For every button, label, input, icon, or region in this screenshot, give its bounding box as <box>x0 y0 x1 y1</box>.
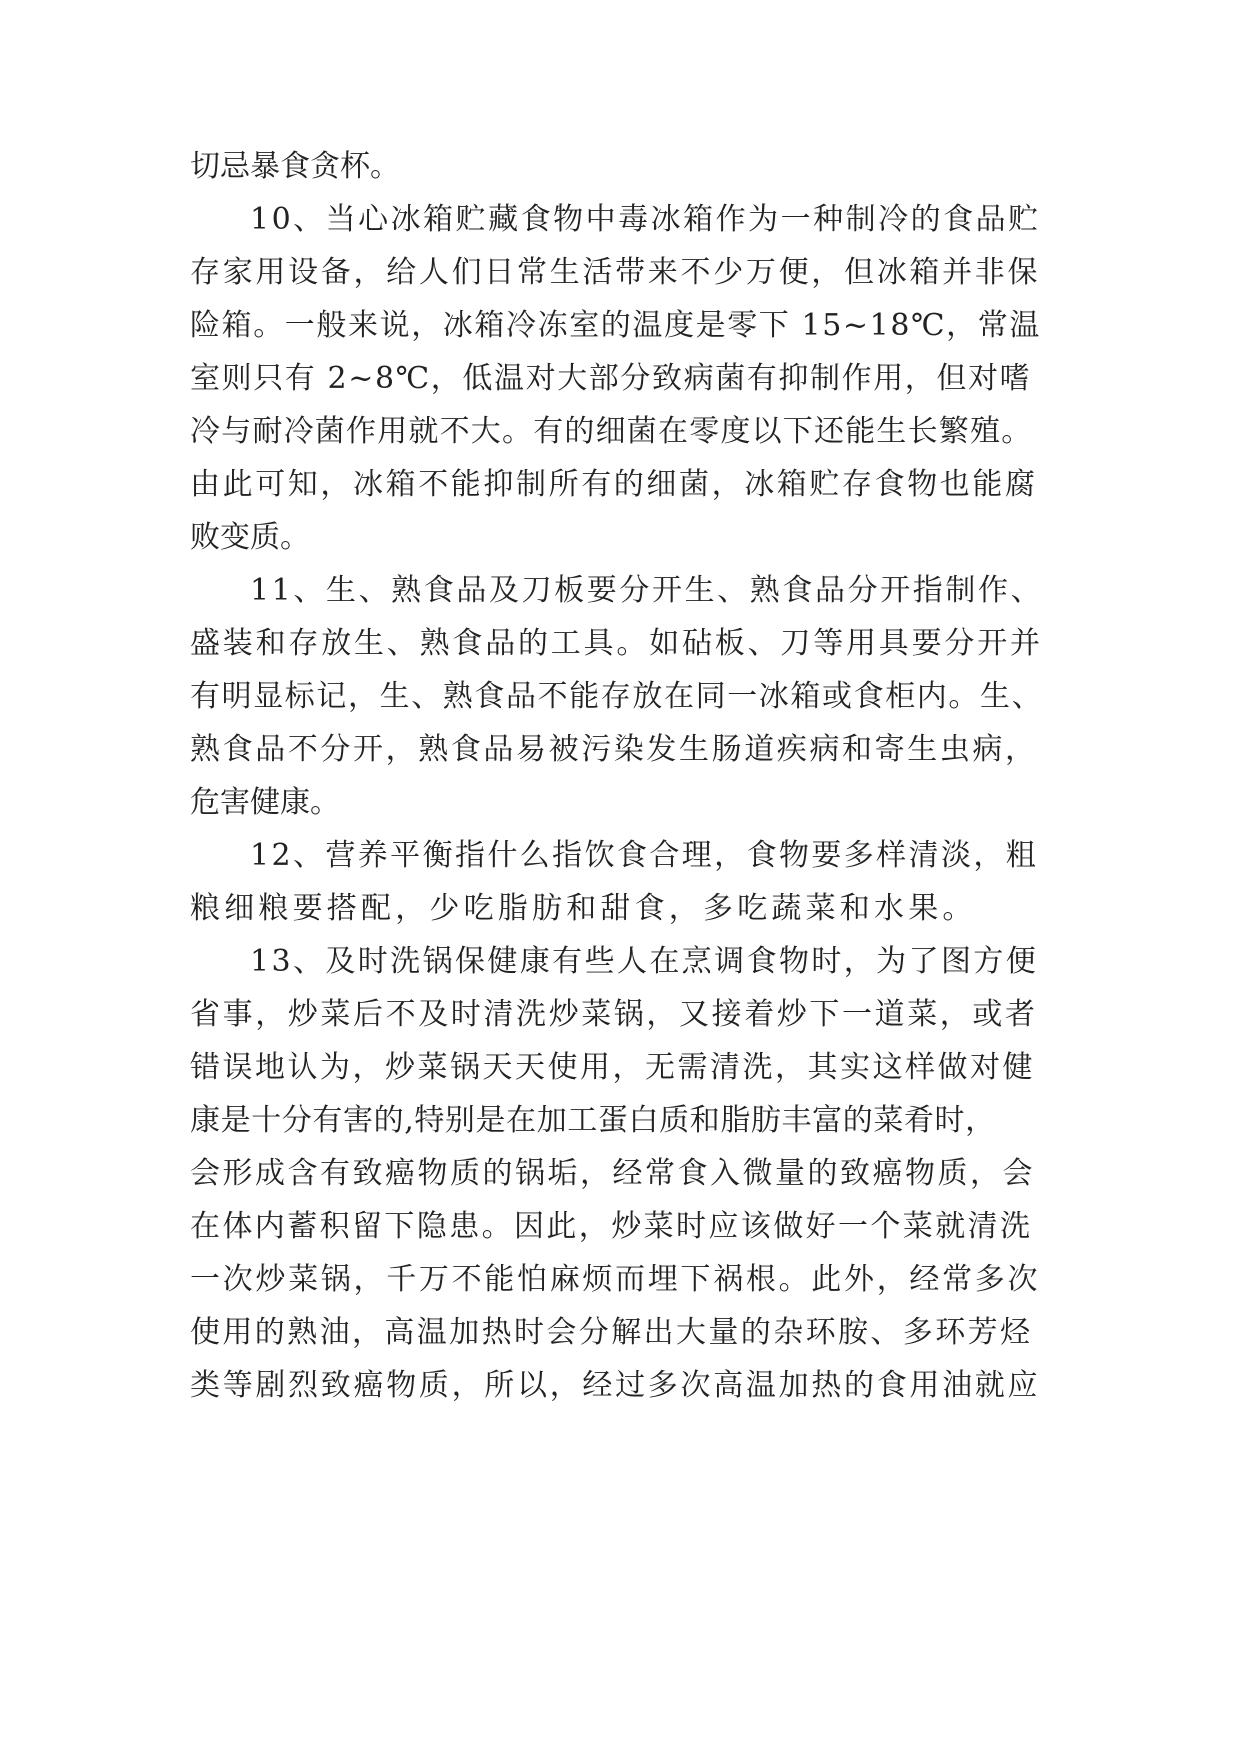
text-line <box>0 938 1241 986</box>
text-line <box>0 991 1241 1039</box>
text-line <box>0 408 1241 456</box>
line-text: 康是十分有害的,特别是在加工蛋白质和脂肪丰富的菜肴时， <box>190 1103 996 1138</box>
line-text: 险箱。一般来说，冰箱冷冻室的温度是零下 15~18℃，常温 <box>190 308 1041 343</box>
line-text: 10、当心冰箱贮藏食物中毒冰箱作为一种制冷的食品贮 <box>250 202 1041 237</box>
line-text: 在体内蓄积留下隐患。因此，炒菜时应该做好一个菜就清洗 <box>190 1209 1033 1244</box>
line-text: 切忌暴食贪杯。 <box>190 149 400 184</box>
text-line <box>0 196 1241 244</box>
text-line <box>0 567 1241 615</box>
text-line <box>0 620 1241 668</box>
line-text: 盛装和存放生、熟食品的工具。如砧板、刀等用具要分开并 <box>190 626 1043 661</box>
text-line <box>0 355 1241 403</box>
line-text: 败变质。 <box>190 520 310 555</box>
text-line <box>0 832 1241 880</box>
text-line <box>0 461 1241 509</box>
text-line <box>0 726 1241 774</box>
text-line <box>0 1362 1241 1410</box>
line-text: 错误地认为，炒菜锅天天使用，无需清洗，其实这样做对健 <box>190 1050 1035 1085</box>
line-text: 使用的熟油，高温加热时会分解出大量的杂环胺、多环芳烃 <box>190 1315 1033 1350</box>
text-line <box>0 1150 1241 1198</box>
text-line <box>0 1309 1241 1357</box>
text-line <box>0 673 1241 721</box>
line-text: 13、及时洗锅保健康有些人在烹调食物时，为了图方便 <box>250 944 1039 979</box>
line-text: 一次炒菜锅，千万不能怕麻烦而埋下祸根。此外，经常多次 <box>190 1262 1041 1297</box>
line-text: 室则只有 2~8℃，低温对大部分致病菌有抑制作用，但对嗜 <box>190 361 1032 396</box>
line-text: 省事，炒菜后不及时清洗炒菜锅，又接着炒下一道菜，或者 <box>190 997 1038 1032</box>
line-text: 粮细粮要搭配，少吃脂肪和甜食，多吃蔬菜和水果。 <box>190 891 977 926</box>
line-text: 熟食品不分开，熟食品易被污染发生肠道疾病和寄生虫病， <box>190 732 1038 767</box>
line-text: 类等剧烈致癌物质，所以，经过多次高温加热的食用油就应 <box>190 1368 1041 1403</box>
text-line <box>0 1044 1241 1092</box>
text-line <box>0 1256 1241 1304</box>
text-line <box>0 143 1241 191</box>
line-text: 由此可知，冰箱不能抑制所有的细菌，冰箱贮存食物也能腐 <box>190 467 1038 502</box>
text-line <box>0 885 1241 933</box>
line-text: 11、生、熟食品及刀板要分开生、熟食品分开指制作、 <box>250 573 1044 608</box>
line-text: 危害健康。 <box>190 785 340 820</box>
line-text: 冷与耐冷菌作用就不大。有的细菌在零度以下还能生长繁殖。 <box>190 414 1033 449</box>
text-line <box>0 1203 1241 1251</box>
line-text: 会形成含有致癌物质的锅垢，经常食入微量的致癌物质，会 <box>190 1156 1035 1191</box>
text-line <box>0 249 1241 297</box>
line-text: 存家用设备，给人们日常生活带来不少万便，但冰箱并非保 <box>190 255 1041 290</box>
line-text: 12、营养平衡指什么指饮食合理，食物要多样清淡，粗 <box>250 838 1039 873</box>
text-line <box>0 514 1241 562</box>
text-line <box>0 302 1241 350</box>
text-line <box>0 779 1241 827</box>
line-text: 有明显标记，生、熟食品不能存放在同一冰箱或食柜内。生、 <box>190 679 1044 714</box>
text-line <box>0 1097 1241 1145</box>
